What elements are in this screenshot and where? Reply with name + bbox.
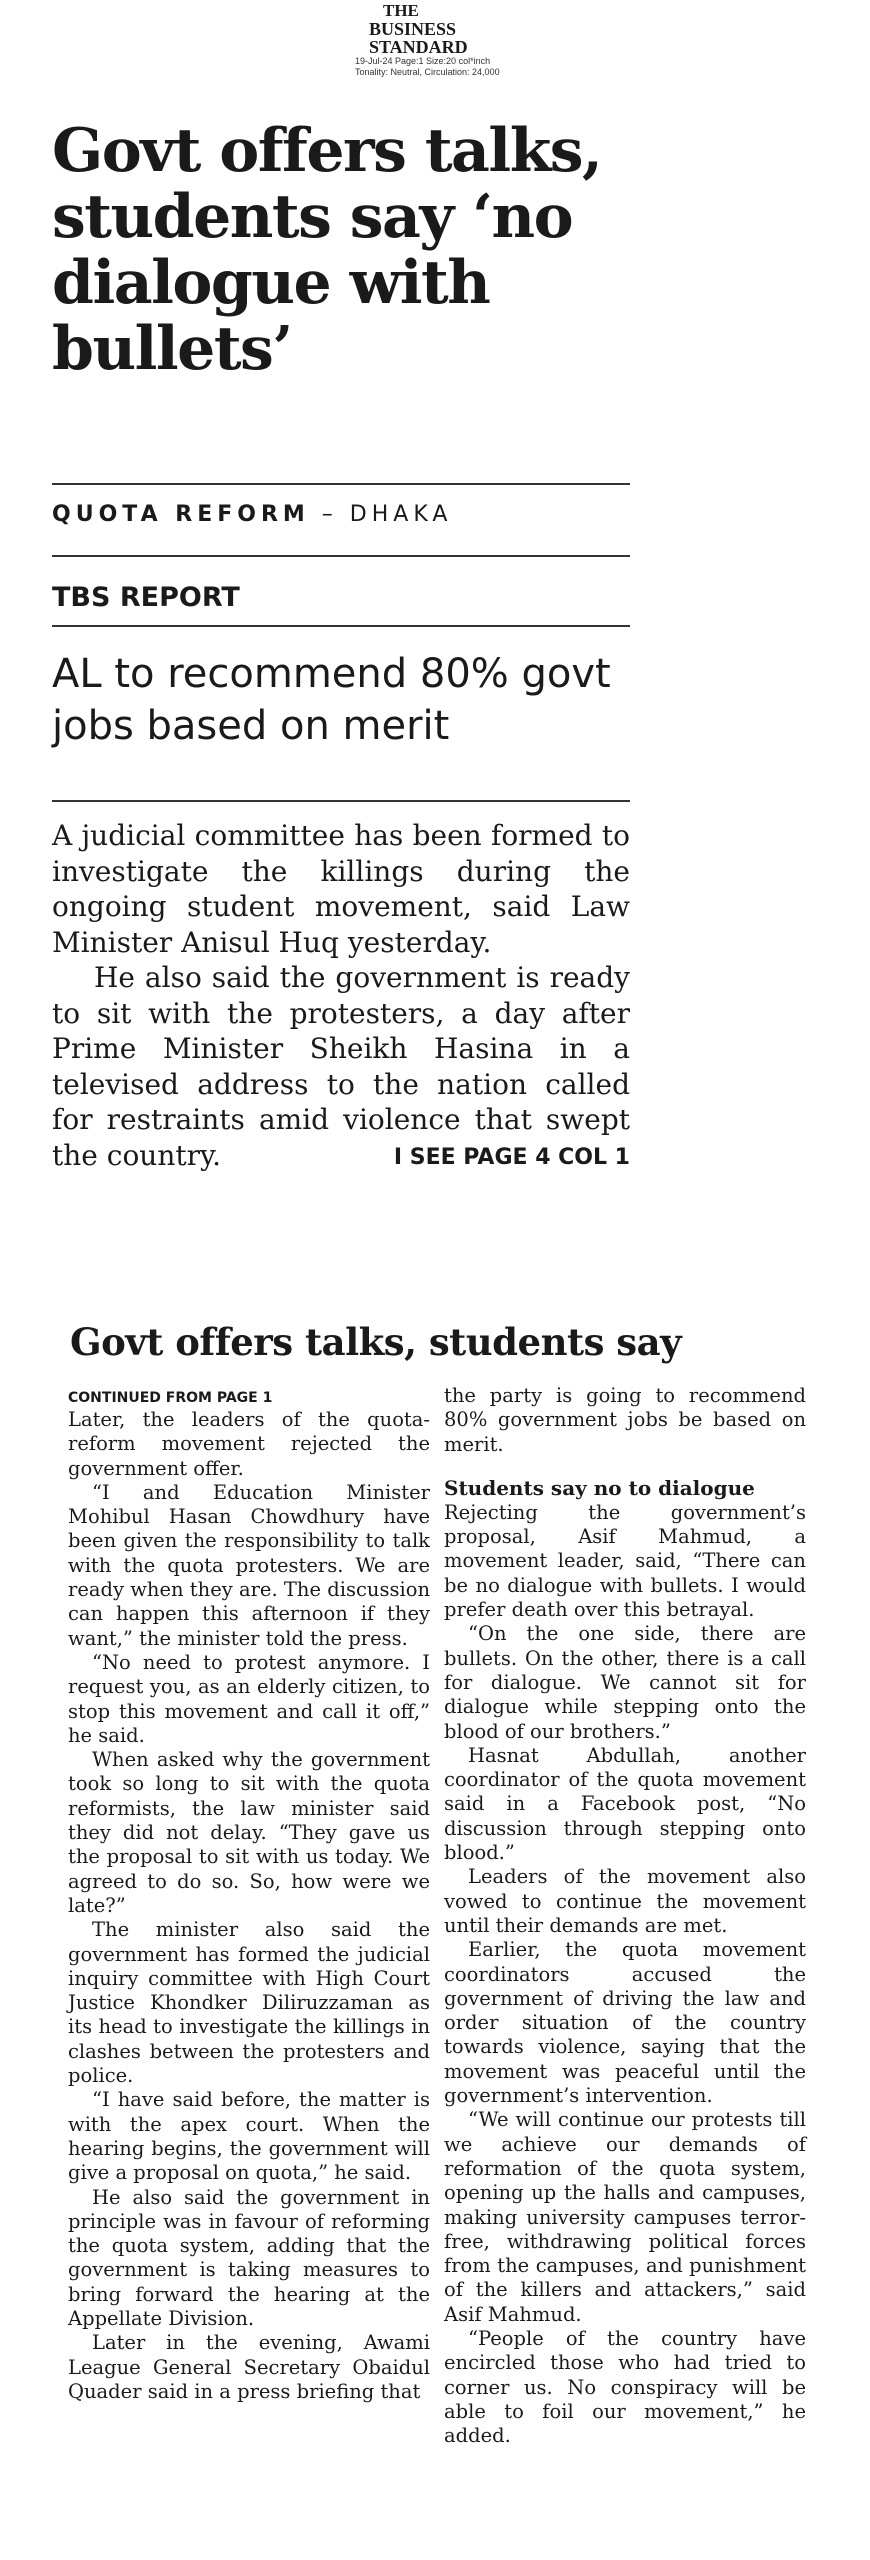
front-subhead: AL to recommend 80% govt jobs based on merit [52, 651, 611, 749]
left-paragraph-4: The minister also said the government has formed the judicial inquiry committee with High Court Justice Khondker Diliruzzaman as its head to investigate the killings in clashes between the protesters and police. [68, 1918, 430, 2088]
left-paragraph-1: “I and Education Minister Mohibul Hasan Chowdhury have been given the responsibility to talk with the quota protesters. We are ready when they are. The discussion can happen this afternoon if they want,” the minister told the press. [68, 1480, 430, 1650]
kicker-place: DHAKA [349, 502, 453, 527]
right-paragraph-6: “People of the country have encircled those who had tried to corner us. No conspiracy will be able to foil our movement,” he added. [444, 2326, 806, 2448]
left-paragraph-6: He also said the government in principle was in favour of reforming the quota system, adding that the government is taking measures to bring forward the hearing at the Appellate Division. [68, 2185, 430, 2330]
kicker [52, 502, 452, 527]
masthead-business: BUSINESS [369, 19, 457, 39]
left-column [68, 1388, 430, 2404]
masthead [355, 2, 535, 78]
right-paragraph-5: “We will continue our protests till we achieve our demands of reformation of the quota system, opening up the halls and campuses, making university campuses terror-free, withdrawing political forces from the campuses, and punishment of the killers and attackers,” said Asif Mahmud. [444, 2108, 806, 2326]
right-paragraph-1: “On the one side, there are bullets. On the other, there is a call for dialogue. We cannot sit for dialogue while stepping onto the blood of our brothers.” [444, 1622, 806, 1743]
front-lead [52, 818, 630, 1175]
kicker-sep: – [309, 502, 350, 527]
right-column [444, 1384, 806, 2448]
right-paragraph-3: Leaders of the movement also vowed to continue the movement until their demands are met. [444, 1865, 806, 1937]
left-paragraph-3: When asked why the government took so long to sit with the quota reformists, the law minister said they did not delay. “They gave us the proposal to sit with us today. We agreed to do so. So, how were we late?” [68, 1748, 430, 1917]
front-headline: Govt offers talks, students say ‘no dialogue with bullets’ [52, 116, 602, 384]
left-paragraph-7: Later in the evening, Awami League General Secretary Obaidul Quader said in a press briefing that [68, 2331, 430, 2403]
continued-headline: Govt offers talks, students say [70, 1320, 682, 1364]
lead-paragraph-2 [52, 960, 630, 1173]
right-paragraph-4: Earlier, the quota movement coordinators accused the government of driving the law and order situation of the country towards violence, saying that the movement was peaceful until the government’s intervention. [444, 1938, 806, 2108]
clipping-tonality: Tonality: Neutral, Circulation: 24,000 [355, 67, 500, 77]
lead-paragraph-2-text: He also said the government is ready to sit with the protesters, a day after Prime Minister Sheikh Hasina in a televised address to the nation called for restraints amid violence that swept the country. [52, 961, 630, 1172]
rule-byline [52, 625, 630, 627]
clipping-meta: 19-Jul-24 Page:1 Size:20 col*inch [355, 56, 491, 66]
right-paragraph-top: the party is going to recommend 80% government jobs be based on merit. [444, 1384, 806, 1456]
left-paragraph-2: “No need to protest anymore. I request you, as an elderly citizen, to stop this movement and call it off,” he said. [68, 1650, 430, 1747]
rule-kicker [52, 555, 630, 557]
byline: TBS REPORT [52, 582, 240, 613]
lead-paragraph-1: A judicial committee has been formed to investigate the killings during the ongoing student movement, said Law Minister Anisul Huq yesterday. [52, 819, 630, 959]
left-paragraph-5: “I have said before, the matter is with the apex court. When the hearing begins, the government will give a proposal on quota,” he said. [68, 2088, 430, 2185]
masthead-standard: STANDARD [369, 37, 468, 57]
right-paragraph-0: Rejecting the government’s proposal, Asif Mahmud, a movement leader, said, “There can be no dialogue with bullets. I would prefer death over this betrayal. [444, 1500, 806, 1622]
right-subhead: Students say no to dialogue [444, 1475, 755, 1500]
masthead-the: THE [383, 1, 419, 20]
left-paragraph-0: Later, the leaders of the quota-reform movement rejected the government offer. [68, 1408, 430, 1480]
continued-label: CONTINUED FROM PAGE 1 [68, 1390, 273, 1406]
rule-subhead [52, 800, 630, 802]
kicker-topic: QUOTA REFORM [52, 502, 310, 527]
right-paragraph-2: Hasnat Abdullah, another coordinator of the quota movement said in a Facebook post, “No discussion through stepping onto blood.” [444, 1743, 806, 1865]
rule-top [52, 483, 630, 485]
jump-reference: I SEE PAGE 4 COL 1 [393, 1144, 630, 1170]
